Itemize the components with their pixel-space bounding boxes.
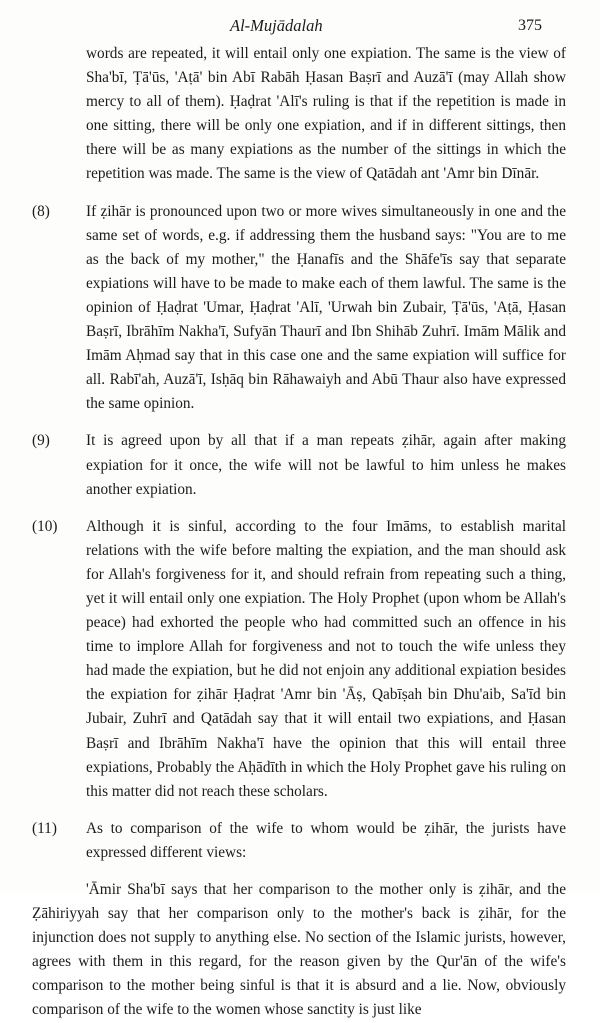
numbered-item bbox=[30, 515, 566, 804]
numbered-item bbox=[30, 200, 566, 417]
chapter-title: Al-Mujādalah bbox=[230, 16, 323, 35]
item-number: (10) bbox=[32, 517, 58, 535]
item-number: (8) bbox=[32, 202, 50, 220]
continued-paragraph bbox=[30, 42, 566, 187]
item-number: (9) bbox=[32, 432, 50, 450]
numbered-item bbox=[30, 817, 566, 865]
final-paragraph: 'Āmir Sha'bī says that her comparison to the mother only is ẓihār, and the Ẓāhiriyyah say that her comparison only to the mother's back is ẓihār, for the injunction does not supply to anything else. No section of the Islamic jurists, however, agrees with them in this regard, for the reason given by the Qur'ān of the wife's comparison to the mother being sinful is that it is absurd and a lie. Now, obviously comparison of the wife to the women whose sanctity is just like bbox=[32, 881, 566, 1019]
final-paragraph-block bbox=[30, 878, 566, 1023]
page-number: 375 bbox=[518, 17, 542, 34]
item-text: Although it is sinful, according to the four Imāms, to establish marital relations with the wife before malting the expiation, and the man should ask for Allah's forgiveness for it, and should refrain from repeating such a thing, yet it will entail only one expiation. The Holy Prophet (upon whom be Allah's peace) had exhorted the people who had committed such an offence in his time to implore Allah for forgiveness and not to touch the wife unless they had made the expiation, but he did not enjoin any additional expiation besides the expiation for ẓihār Ḥaḍrat 'Amr bin 'Āṣ, Qabīṣah bin Dhu'aib, Sa'īd bin Jubair, Zuhrī and Qatādah say that it will entail two expiations, and Ḥasan Baṣrī and Ibrāhīm Nakha'ī have the opinion that this will entail three expiations, Probably the Aḥādīth in which the Holy Prophet gave his ruling on this matter did not reach these scholars. bbox=[86, 517, 566, 800]
paragraph-text: words are repeated, it will entail only one expiation. The same is the view of Sha'bī, Ṭā'ūs, 'Aṭā' bin Abī Rabāh Ḥasan Baṣrī and Auzā'ī (may Allah show mercy to all of them). Ḥaḍrat 'Alī's ruling is that if the repetition is made in one sitting, there will be only one expiation, and if in different sittings, then there will be as many expiations as the number of the sittings in which the repetition was made. The same is the view of Qatādah ant 'Amr bin Dīnār. bbox=[86, 45, 566, 183]
numbered-item bbox=[30, 429, 566, 501]
item-text: If ẓihār is pronounced upon two or more wives simultaneously in one and the same set of words, e.g. if addressing them the husband says: "You are to me as the back of my mother," the Ḥanafīs and the Shāfe'īs say that separate expiations will have to be made to make each of them lawful. The same is the opinion of Ḥaḍrat 'Umar, Ḥaḍrat 'Alī, 'Urwah bin Zubair, Ṭā'ūs, 'Aṭā, Ḥasan Baṣrī, Ibrāhīm Nakha'ī, Sufyān Thaurī and Ibn Shihāb Zuhrī. Imām Mālik and Imām Aḥmad say that in this case one and the same expiation will suffice for all. Rabī'ah, Auzā'ī, Isḥāq bin Rāhawaiyh and Abū Thaur also have expressed the same opinion. bbox=[86, 202, 566, 413]
running-header bbox=[0, 14, 600, 38]
item-number: (11) bbox=[32, 819, 57, 837]
item-text: It is agreed upon by all that if a man repeats ẓihār, again after making expiation for it once, the wife will not be lawful to him unless he makes another expiation. bbox=[86, 432, 566, 498]
body-text bbox=[30, 42, 566, 1023]
item-text: As to comparison of the wife to whom would be ẓihār, the jurists have expressed different views: bbox=[86, 819, 566, 861]
